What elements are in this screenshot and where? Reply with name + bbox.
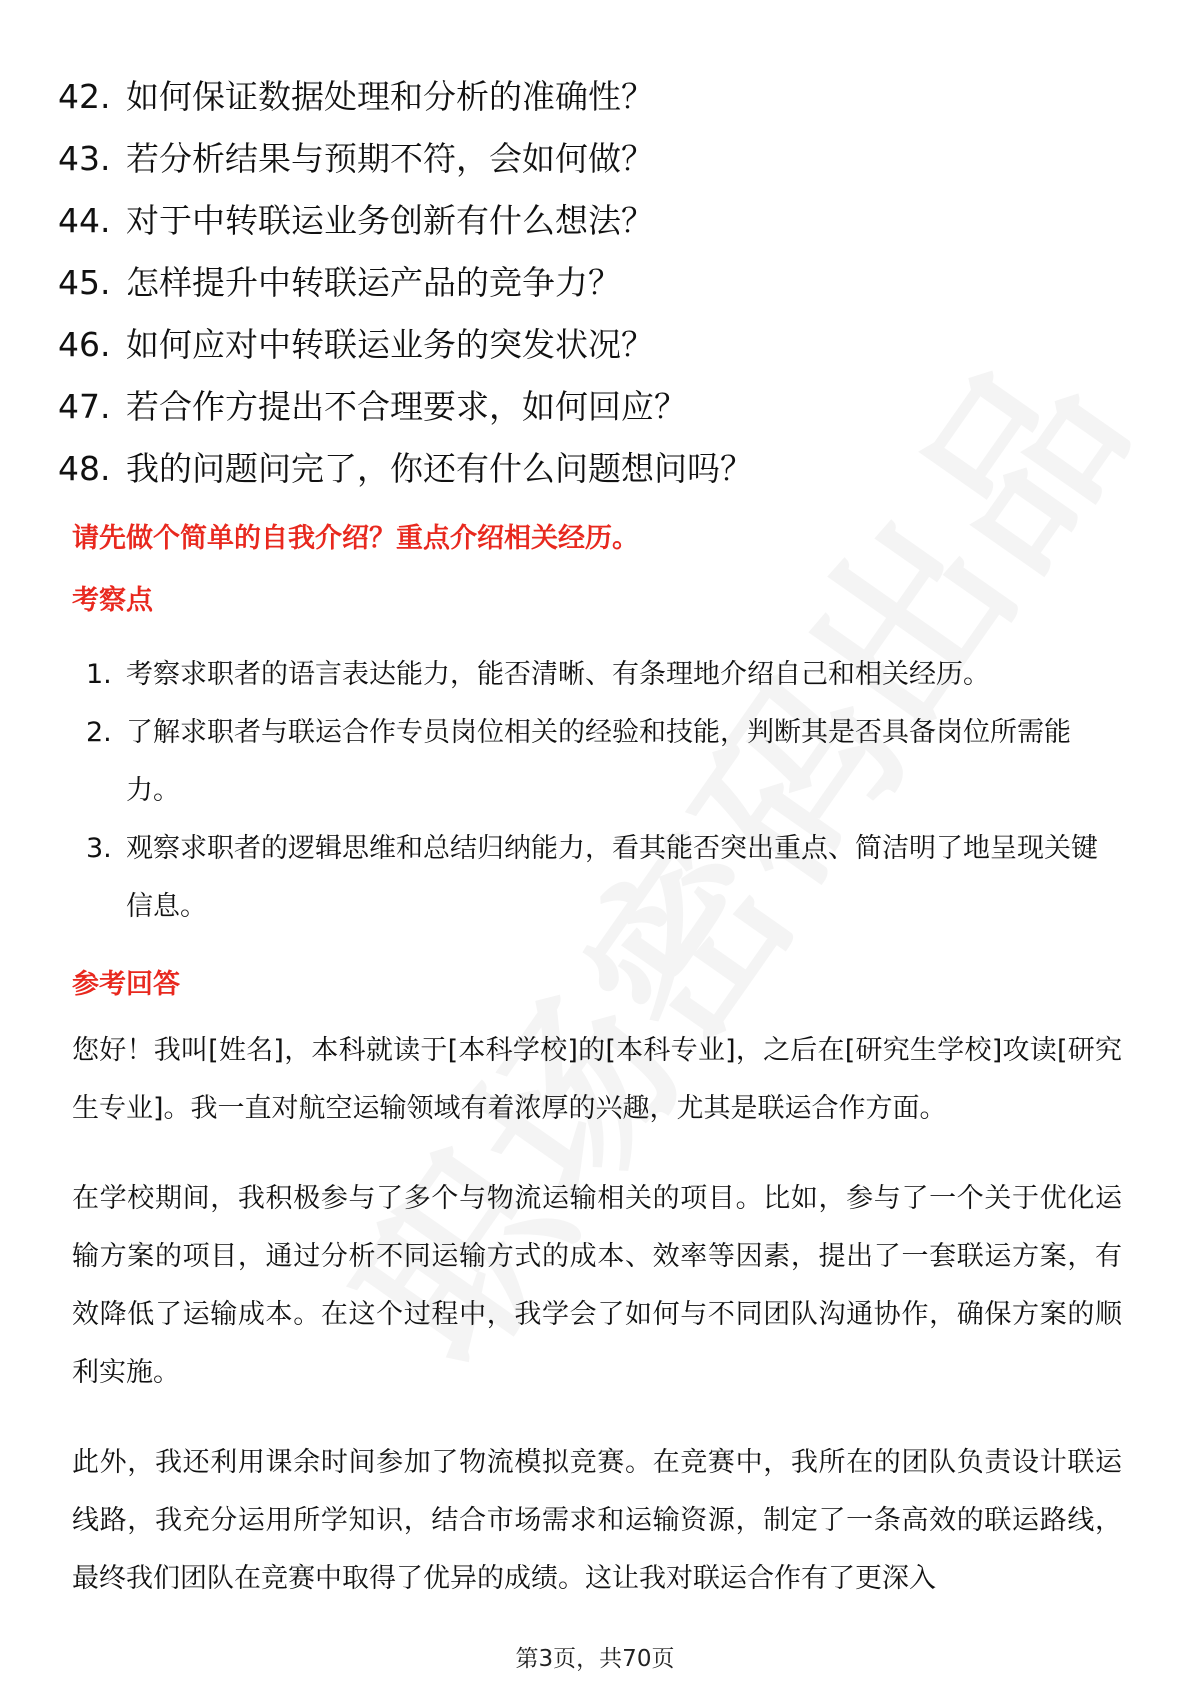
question-text: 我的问题问完了，你还有什么问题想问吗？	[126, 449, 753, 488]
question-text: 对于中转联运业务创新有什么想法？	[126, 201, 654, 240]
question-number: 47.	[58, 387, 111, 426]
question-item	[58, 376, 1138, 438]
question-item	[58, 438, 1138, 500]
question-text: 若合作方提出不合理要求，如何回应？	[126, 387, 687, 426]
exam-points-list	[72, 646, 1122, 936]
question-text: 如何保证数据处理和分析的准确性？	[126, 77, 654, 116]
exam-point-number: 2.	[86, 717, 112, 748]
question-list	[58, 66, 1138, 500]
question-number: 46.	[58, 325, 111, 364]
exam-point-item	[72, 646, 1122, 704]
question-number: 44.	[58, 201, 111, 240]
question-number: 48.	[58, 449, 111, 488]
question-item	[58, 314, 1138, 376]
question-number: 45.	[58, 263, 111, 302]
answer-paragraph: 此外，我还利用课余时间参加了物流模拟竞赛。在竞赛中，我所在的团队负责设计联运线路，我充分运用所学知识，结合市场需求和运输资源，制定了一条高效的联运路线，最终我们团队在竞赛中取得了优异的成绩。这让我对联运合作有了更深入	[72, 1447, 1122, 1594]
reference-answer-heading: 参考回答	[72, 969, 180, 1000]
question-number: 42.	[58, 77, 111, 116]
question-text: 如何应对中转联运业务的突发状况？	[126, 325, 654, 364]
exam-point-number: 3.	[86, 833, 112, 864]
exam-points-heading: 考察点	[72, 585, 153, 616]
exam-point-text: 考察求职者的语言表达能力，能否清晰、有条理地介绍自己和相关经历。	[126, 659, 990, 690]
question-item	[58, 128, 1138, 190]
answer-paragraph: 在学校期间，我积极参与了多个与物流运输相关的项目。比如，参与了一个关于优化运输方案的项目，通过分析不同运输方式的成本、效率等因素，提出了一套联运方案，有效降低了运输成本。在这个过程中，我学会了如何与不同团队沟通协作，确保方案的顺利实施。	[72, 1183, 1122, 1388]
exam-point-number: 1.	[86, 659, 112, 690]
main-question-heading: 请先做个简单的自我介绍？重点介绍相关经历。	[72, 523, 639, 554]
question-item	[58, 252, 1138, 314]
question-number: 43.	[58, 139, 111, 178]
exam-point-item	[72, 704, 1122, 820]
page-footer: 第3页，共70页	[515, 1646, 675, 1672]
question-item	[58, 190, 1138, 252]
exam-point-text: 了解求职者与联运合作专员岗位相关的经验和技能，判断其是否具备岗位所需能力。	[126, 717, 1071, 806]
exam-point-item	[72, 820, 1122, 936]
question-item	[58, 66, 1138, 128]
question-text: 怎样提升中转联运产品的竞争力？	[126, 263, 621, 302]
reference-answer	[72, 1022, 1122, 1640]
exam-point-text: 观察求职者的逻辑思维和总结归纳能力，看其能否突出重点、简洁明了地呈现关键信息。	[126, 833, 1098, 922]
question-text: 若分析结果与预期不符，会如何做？	[126, 139, 654, 178]
answer-paragraph: 您好！我叫[姓名]，本科就读于[本科学校]的[本科专业]，之后在[研究生学校]攻读[研究生专业]。我一直对航空运输领域有着浓厚的兴趣，尤其是联运合作方面。	[72, 1035, 1122, 1124]
